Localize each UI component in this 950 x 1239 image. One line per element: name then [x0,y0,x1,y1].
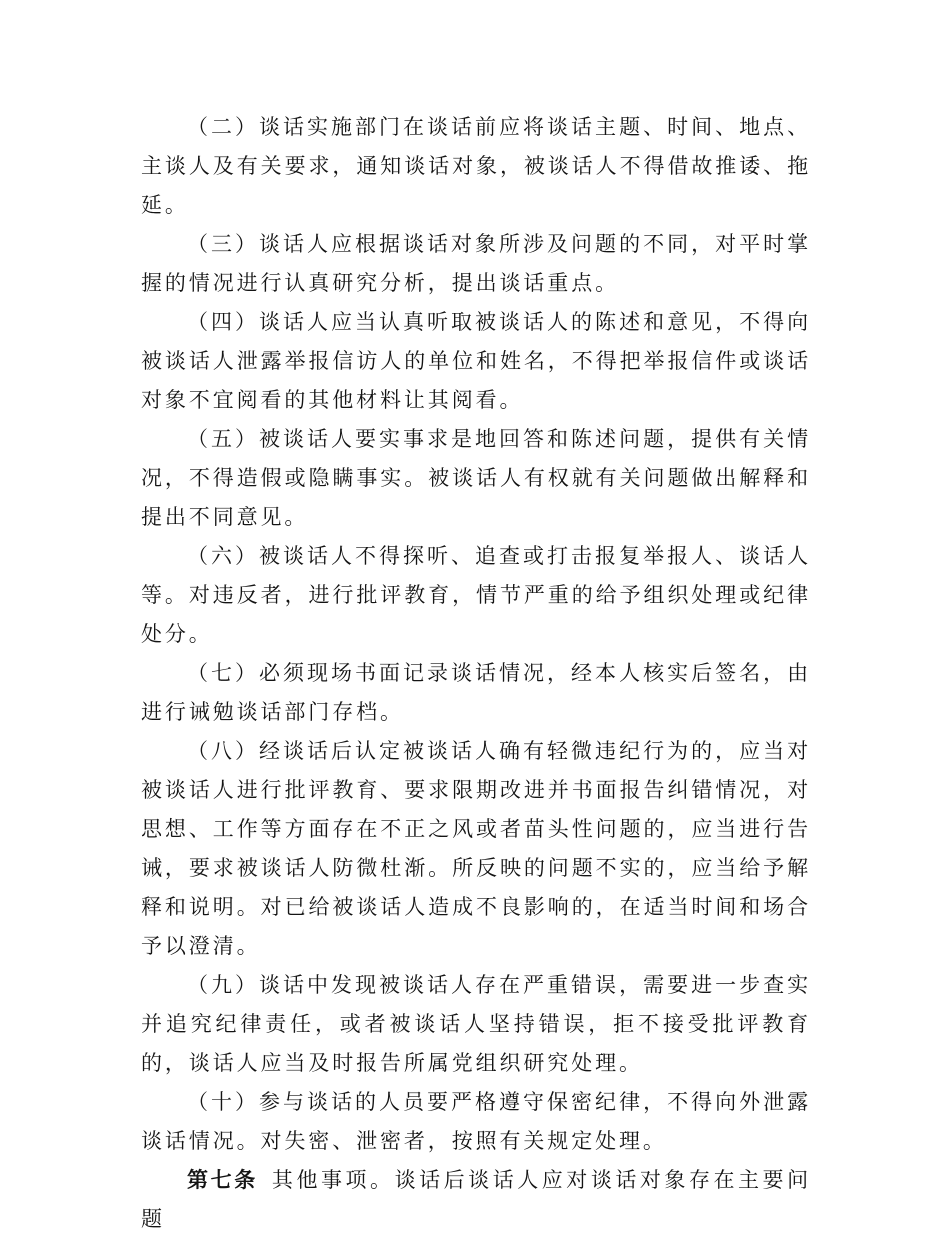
paragraph-item-2: （二）谈话实施部门在谈话前应将谈话主题、时间、地点、主谈人及有关要求，通知谈话对象，被谈话人不得借故推诿、拖延。 [141,115,811,217]
paragraph-item-6: （六）被谈话人不得探听、追查或打击报复举报人、谈话人等。对违反者，进行批评教育，情节严重的给予组织处理或纪律处分。 [141,544,811,646]
paragraph-item-4: （四）谈话人应当认真听取被谈话人的陈述和意见，不得向被谈话人泄露举报信访人的单位和姓名，不得把举报信件或谈话对象不宜阅看的其他材料让其阅看。 [141,310,811,412]
paragraph-item-3: （三）谈话人应根据谈话对象所涉及问题的不同，对平时掌握的情况进行认真研究分析，提出谈话重点。 [141,232,811,295]
article-seven [141,1161,811,1239]
article-label: 第七条 [187,1168,258,1192]
paragraph-item-5: （五）被谈话人要实事求是地回答和陈述问题，提供有关情况，不得造假或隐瞒事实。被谈话人有权就有关问题做出解释和提出不同意见。 [141,427,811,529]
paragraph-item-8: （八）经谈话后认定被谈话人确有轻微违纪行为的，应当对被谈话人进行批评教育、要求限期改进并书面报告纠错情况，对思想、工作等方面存在不正之风或者苗头性问题的，应当进行告诫，要求被谈话人防微杜渐。所反映的问题不实的，应当给予解释和说明。对已给被谈话人造成不良影响的，在适当时间和场合予以澄清。 [141,739,811,958]
paragraph-item-7: （七）必须现场书面记录谈话情况，经本人核实后签名，由进行诫勉谈话部门存档。 [141,661,811,724]
paragraph-item-9: （九）谈话中发现被谈话人存在严重错误，需要进一步查实并追究纪律责任，或者被谈话人坚持错误，拒不接受批评教育的，谈话人应当及时报告所属党组织研究处理。 [141,973,811,1075]
document-body [141,108,811,1239]
paragraph-item-10: （十）参与谈话的人员要严格遵守保密纪律，不得向外泄露谈话情况。对失密、泄密者，按照有关规定处理。 [141,1090,811,1153]
article-text: 其他事项。谈话后谈话人应对谈话对象存在主要问题 [141,1168,811,1231]
